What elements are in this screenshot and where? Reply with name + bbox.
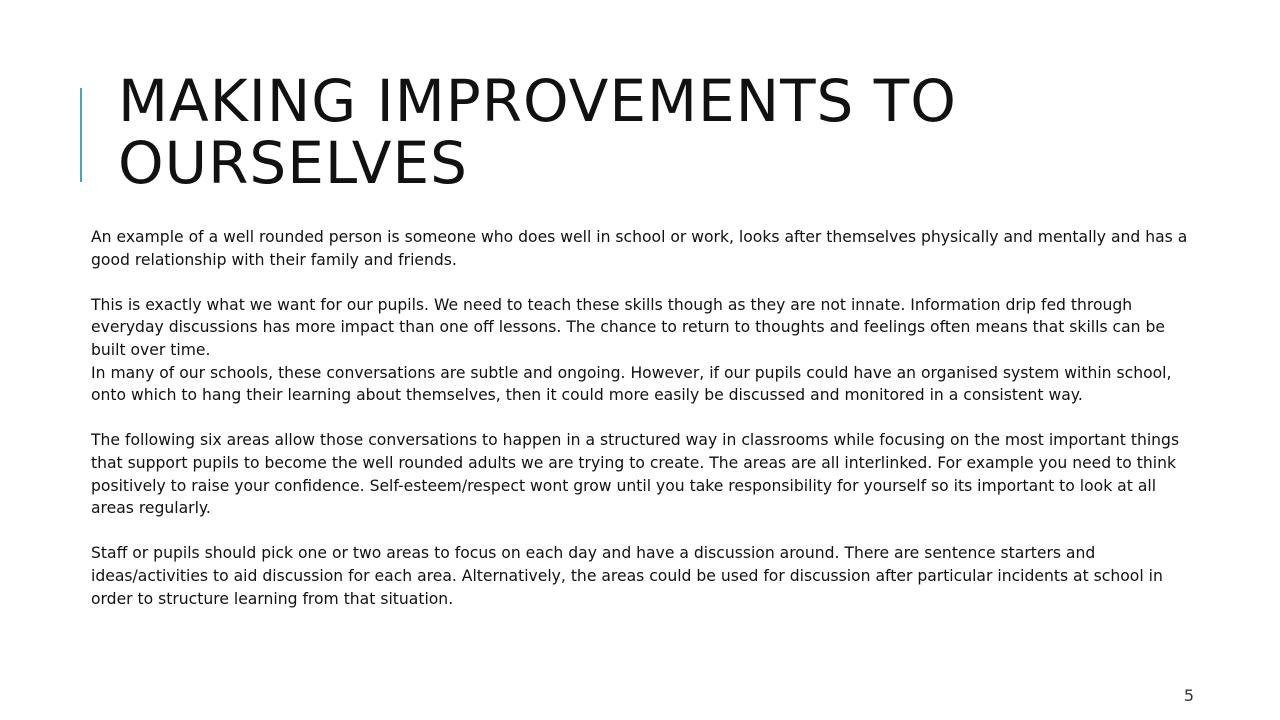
slide-body bbox=[91, 226, 1191, 610]
slide-title-line-1: MAKING IMPROVEMENTS TO bbox=[118, 67, 957, 135]
body-paragraph-4: The following six areas allow those conversations to happen in a structured way in classrooms while focusing on the most important things that support pupils to become the well rounded adults we are trying to create. The areas are all interlinked. For example you need to think positively to raise your confidence. Self-esteem/respect wont grow until you take responsibility for yourself so its important to look at all areas regularly. bbox=[91, 431, 1180, 518]
title-accent-bar bbox=[80, 88, 82, 182]
body-paragraph-3: In many of our schools, these conversations are subtle and ongoing. However, if our pupils could have an organised system within school, onto which to hang their learning about themselves, then it could more easily be discussed and monitored in a consistent way. bbox=[91, 363, 1172, 405]
slide-title bbox=[118, 67, 1198, 197]
slide-title-line-2: OURSELVES bbox=[118, 129, 468, 197]
page-number: 5 bbox=[1183, 686, 1194, 705]
body-paragraph-2: This is exactly what we want for our pupils. We need to teach these skills though as they are not innate. Information drip fed through everyday discussions has more impact than one off lessons. The chance to return to thoughts and feelings often means that skills can be built over time. bbox=[91, 295, 1165, 359]
body-paragraph-5: Staff or pupils should pick one or two areas to focus on each day and have a discussion around. There are sentence starters and ideas/activities to aid discussion for each area. Alternatively, the areas could be used for discussion after particular incidents at school in order to structure learning from that situation. bbox=[91, 544, 1163, 608]
body-paragraph-1: An example of a well rounded person is someone who does well in school or work, looks after themselves physically and mentally and has a good relationship with their family and friends. bbox=[91, 228, 1188, 269]
